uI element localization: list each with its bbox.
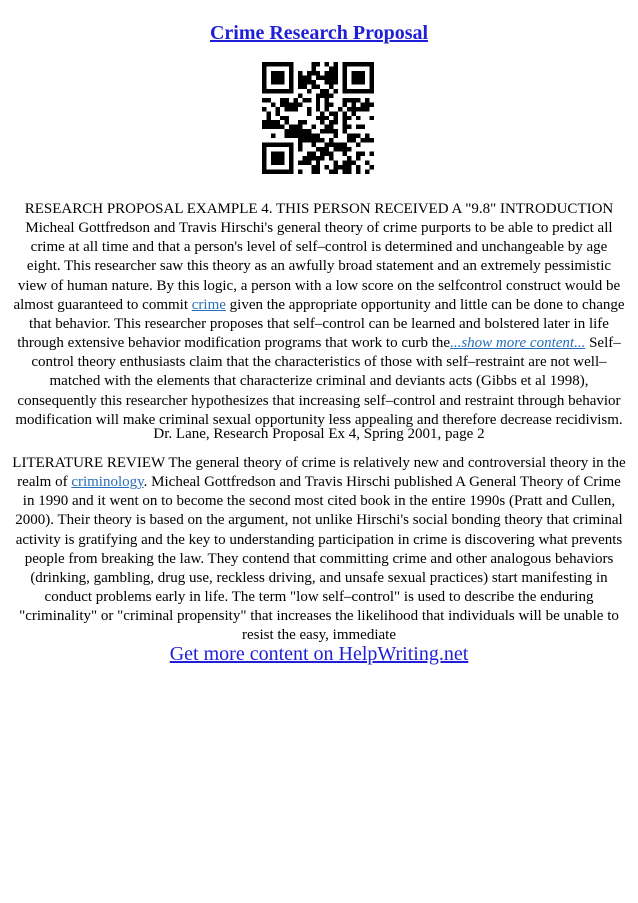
criminology-link[interactable]: criminology [71,474,144,491]
show-more-link[interactable]: ...show more content... [450,335,586,352]
citation-line: Dr. Lane, Research Proposal Ex 4, Spring 2001, page 2 [153,426,485,442]
intro-text-middle: given the appropriate opportunity and little can be done to change that behavior. This researcher proposes that self–control can be learned and bolstered later in life through extensive behavior modification programs that work to curb the [17,296,625,352]
intro-text-end: Self–control theory enthusiasts claim that the characteristics of those with self–restraint are not well–matched with the elements that characterize criminal and deviants acts (Gibbs et al 1998), consequently this researcher hypothesizes that increasing self–control and restraint through behavior modification will make criminal sexual opportunity less appealing and therefore decrease recidivism. [15,335,623,428]
literature-text-start: LITERATURE REVIEW The general theory of crime is relatively new and controversial theory in the realm of [12,455,626,491]
literature-text-end: . Micheal Gottfredson and Travis Hirschi published A General Theory of Crime in 1990 and it went on to become the second most cited book in the entire 1990s (Pratt and Cullen, 2000). Their theory is based on the argument, not unlike Hirschi's social bonding theory that criminal activity is gratifying and the key to understanding participation in crime is discovering what prevents people from breaking the law. They contend that committing crime and other analogous behaviors (drinking, gambling, drug use, reckless driving, and unsafe sexual practices) start manifesting in conduct problems early in life. The term "low self–control" is used to describe the enduring "criminality" or "criminal propensity" that increases the likelihood that individuals will be unable to resist the easy, immediate [15,474,623,644]
qr-code [262,62,374,174]
helpwriting-link[interactable]: Get more content on HelpWriting.net [169,643,469,665]
document-title-link[interactable]: Crime Research Proposal [209,22,429,44]
intro-text-start: RESEARCH PROPOSAL EXAMPLE 4. THIS PERSON RECEIVED A "9.8" INTRODUCTION Micheal Gottfredson and Travis Hirschi's general theory of crime purports to be able to predict all crime at all time and that a person's level of self–control is determined and unchangeable by age eight. This researcher saw this theory as an awfully broad statement and an extremely pessimistic view of human nature. By this logic, a person with a low score on the selfcontrol construct would be almost guaranteed to commit [13,201,621,313]
intro-paragraph [12,200,626,430]
literature-review-paragraph [12,454,626,646]
crime-link[interactable]: crime [191,296,226,313]
